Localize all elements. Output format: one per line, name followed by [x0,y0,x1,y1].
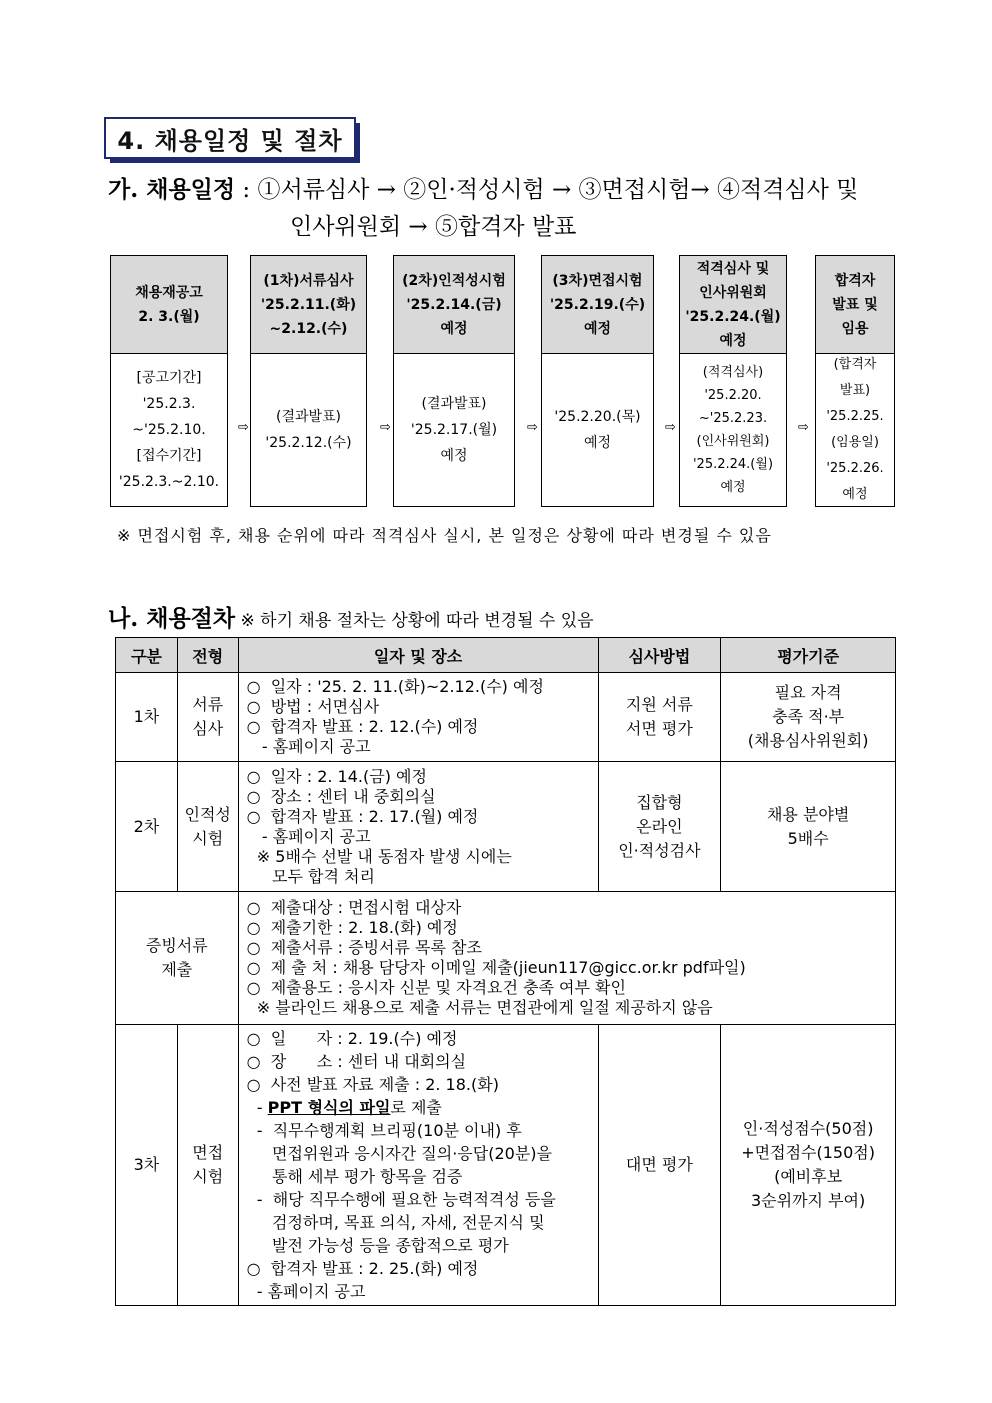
detail-line: ○ 합격자 발표 : 2. 25.(화) 예정 [246,1259,479,1278]
schedule-step-document-review [250,255,367,507]
cell-method: 지원 서류 서면 평가 [598,673,721,762]
arrow-right-icon: ⇨ [238,420,249,435]
column-header-date-place: 일자 및 장소 [238,638,598,673]
schedule-step-qualification-review [679,255,787,507]
schedule-step-final-announcement [815,255,895,507]
schedule-heading-line2: 인사위원회 → ⑤합격자 발표 [290,214,577,240]
arrow-right-icon: ⇨ [665,420,676,435]
schedule-step-body: (결과발표) '25.2.17.(월) 예정 [410,395,498,464]
schedule-step-interview [541,255,654,507]
detail-line: ○ 제 출 처 : 채용 담당자 이메일 제출(jieun117@gicc.or.kr pdf파일) [246,958,746,977]
detail-line: 면접위원과 응시자간 질의·응답(20분)을 [246,1144,552,1163]
detail-line: 모두 합격 처리 [246,866,375,886]
procedure-heading [108,600,594,633]
ppt-format-emphasis: PPT 형식의 파일 [267,1098,391,1117]
cell-type: 인적성 시험 [177,762,238,892]
detail-line: ※ 5배수 선발 내 동점자 발생 시에는 [246,846,512,866]
cell-details [238,673,598,762]
schedule-step-reannounce [110,255,228,507]
detail-line: - 직무수행계획 브리핑(10분 이내) 후 [246,1121,522,1140]
schedule-step-body: (결과발표) '25.2.12.(수) [265,408,352,451]
ppt-prefix: - [246,1098,268,1117]
cell-stage: 증빙서류 제출 [116,892,239,1025]
schedule-heading [108,171,858,204]
column-header-stage: 구분 [116,638,178,673]
detail-line: ○ 합격자 발표 : 2. 12.(수) 예정 [246,717,479,736]
detail-line: ○ 제출서류 : 증빙서류 목록 참조 [246,938,482,957]
schedule-step-head: (3차)면접시험 '25.2.19.(수) 예정 [542,256,653,354]
procedure-heading-label: 나. 채용절차 [108,605,236,632]
detail-line: ○ 제출용도 : 응시자 신분 및 자격요건 충족 여부 확인 [246,978,626,997]
section-title-box [104,117,362,164]
detail-line: ○ 합격자 발표 : 2. 17.(월) 예정 [246,806,479,826]
cell-method: 집합형 온라인 인·적성검사 [598,762,721,892]
detail-line: ○ 일자 : '25. 2. 11.(화)~2.12.(수) 예정 [246,677,544,696]
detail-line: - 홈페이지 공고 [246,1282,366,1301]
detail-line: 검정하며, 목표 의식, 자세, 전문지식 및 [246,1213,545,1232]
cell-stage: 1차 [116,673,178,762]
cell-details [238,762,598,892]
arrow-right-icon: ⇨ [798,420,809,435]
detail-line: - 홈페이지 공고 [246,737,371,756]
detail-line: ○ 제출대상 : 면접시험 대상자 [246,898,462,917]
detail-line: ○ 제출기한 : 2. 18.(화) 예정 [246,918,458,937]
detail-line: ○ 장 소 : 센터 내 대회의실 [246,1052,467,1071]
detail-line: ○ 일 자 : 2. 19.(수) 예정 [246,1029,458,1048]
arrow-right-icon: ⇨ [527,420,538,435]
detail-line: 통해 세부 평가 항목을 검증 [246,1167,463,1186]
cell-type: 서류 심사 [177,673,238,762]
detail-line: - 해당 직무수행에 필요한 능력적격성 등을 [246,1190,556,1209]
schedule-step-head: (2차)인적성시험 '25.2.14.(금) 예정 [394,256,514,354]
column-header-method: 심사방법 [598,638,721,673]
cell-details [238,1025,598,1306]
table-row-stage1 [116,673,896,762]
cell-criteria: 필요 자격 충족 적·부 (채용심사위원회) [721,673,896,762]
schedule-notice: ※ 면접시험 후, 채용 순위에 따라 적격심사 실시, 본 일정은 상황에 따라 변경될 수 있음 [117,526,772,545]
cell-criteria: 인·적성점수(50점) +면접점수(150점) (예비후보 3순위까지 부여) [721,1025,896,1306]
table-row-stage3 [116,1025,896,1306]
schedule-heading-line1: : ①서류심사 → ②인·적성시험 → ③면접시험→ ④적격심사 및 [235,177,859,203]
detail-line: ○ 방법 : 서면심사 [246,697,380,716]
detail-line: ○ 장소 : 센터 내 중회의실 [246,786,436,806]
schedule-step-head: (1차)서류심사 '25.2.11.(화) ~2.12.(수) [251,256,366,354]
procedure-heading-note: ※ 하기 채용 절차는 상황에 따라 변경될 수 있음 [235,611,594,631]
table-row-documents [116,892,896,1025]
table-row-stage2 [116,762,896,892]
cell-stage: 2차 [116,762,178,892]
ppt-suffix: 로 제출 [390,1098,442,1117]
procedure-table [115,637,896,1306]
schedule-step-head: 합격자 발표 및 임용 [816,256,894,354]
column-header-criteria: 평가기준 [721,638,896,673]
schedule-step-body: (적격심사) '25.2.20. ~'25.2.23. (인사위원회) '25.2.24.(월) 예정 [692,364,774,495]
schedule-step-head: 채용재공고 2. 3.(월) [111,256,227,354]
detail-line: ○ 일자 : 2. 14.(금) 예정 [246,766,427,786]
table-header-row [116,638,896,673]
schedule-step-head: 적격심사 및 인사위원회 '25.2.24.(월) 예정 [680,256,786,354]
schedule-step-body: [공고기간] '25.2.3. ~'25.2.10. [접수기간] '25.2.3.~2.10. [118,369,220,490]
schedule-step-aptitude-test [393,255,515,507]
cell-stage: 3차 [116,1025,178,1306]
cell-criteria: 채용 분야별 5배수 [721,762,896,892]
cell-method: 대면 평가 [598,1025,721,1306]
column-header-type: 전형 [177,638,238,673]
cell-type: 면접 시험 [177,1025,238,1306]
detail-line: ○ 사전 발표 자료 제출 : 2. 18.(화) [246,1075,499,1094]
schedule-step-body: '25.2.20.(목) 예정 [554,408,641,451]
schedule-heading-label: 가. 채용일정 [108,176,236,203]
detail-line-ppt [247,1096,590,1119]
detail-line: ※ 블라인드 채용으로 제출 서류는 면접관에게 일절 제공하지 않음 [246,998,713,1017]
arrow-right-icon: ⇨ [380,420,391,435]
detail-line: - 홈페이지 공고 [246,826,371,846]
section-title: 4. 채용일정 및 절차 [104,117,356,159]
cell-details [238,892,895,1025]
detail-line: 발전 가능성 등을 종합적으로 평가 [246,1236,509,1255]
schedule-step-body: (합격자 발표) '25.2.25. (임용일) '25.2.26. 예정 [826,356,884,502]
